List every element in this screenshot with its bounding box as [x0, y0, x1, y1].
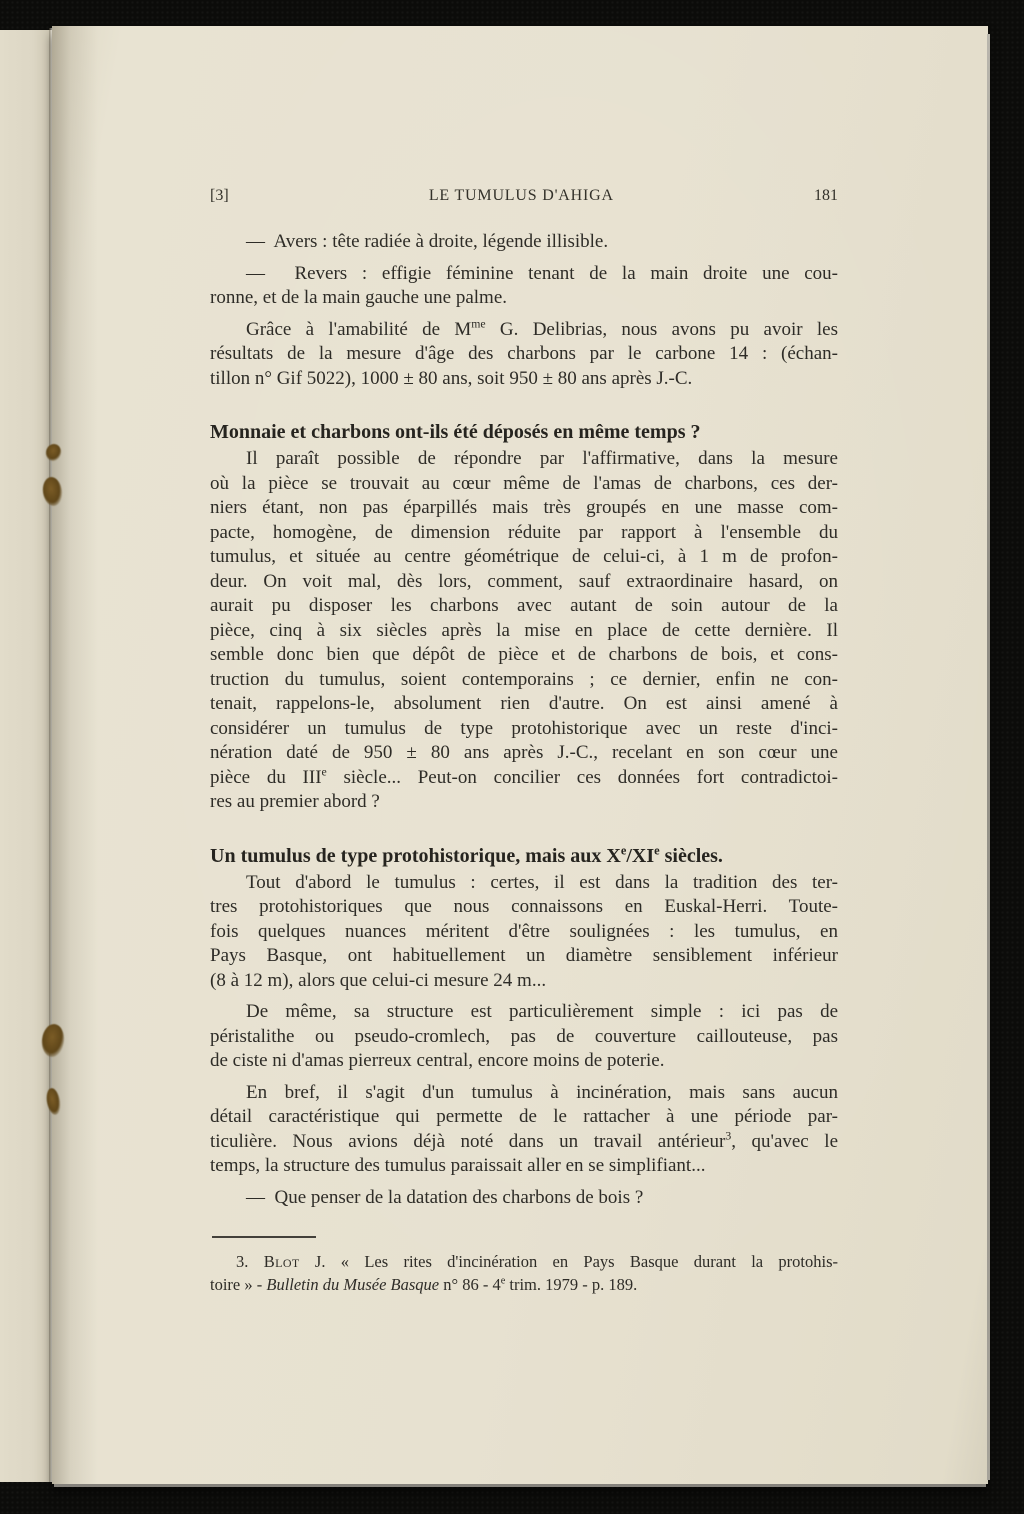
- text-line: De même, sa structure est particulièrement simple : ici pas de: [246, 1001, 838, 1022]
- text-line: 3. Blot J. « Les rites d'incinération en Pays Basque durant la protohis-: [236, 1252, 839, 1271]
- text-line: considérer un tumulus de type protohistorique avec un reste d'inci-: [210, 717, 838, 739]
- text-line: fois quelques nuances méritent d'être soulignées : les tumulus, en: [210, 920, 838, 942]
- text-line: tres protohistoriques que nous connaissons en Euskal-Herri. Toute-: [210, 896, 838, 917]
- text-line: — Revers : effigie féminine tenant de la main droite une cou-: [246, 262, 838, 284]
- paragraph: [210, 871, 838, 994]
- text-line: niers étant, non pas éparpillés mais très groupés en une masse com-: [210, 497, 838, 518]
- text-line: pacte, homogène, de dimension réduite par rapport à l'ensemble du: [210, 521, 838, 543]
- running-title: LE TUMULUS D'AHIGA: [428, 187, 614, 204]
- paragraph: [210, 318, 838, 392]
- text-line: de ciste ni d'amas pierreux central, encore moins de poterie.: [210, 1050, 665, 1071]
- text-line: res au premier abord ?: [210, 791, 380, 812]
- paragraph: [210, 1000, 838, 1074]
- text-line: — Avers : tête radiée à droite, légende illisible.: [246, 231, 609, 252]
- text-line: Un tumulus de type protohistorique, mais aux Xe/XIe siècles.: [210, 842, 723, 867]
- text-line: En bref, il s'agit d'un tumulus à incinération, mais sans aucun: [246, 1081, 838, 1103]
- section-heading: [210, 419, 838, 445]
- text-line: péristalithe ou pseudo-cromlech, pas de couverture caillouteuse, pas: [210, 1025, 838, 1047]
- page-number: 181: [813, 187, 838, 204]
- text-line: tillon n° Gif 5022), 1000 ± 80 ans, soit 950 ± 80 ans après J.-C.: [210, 367, 693, 389]
- text-line: — Que penser de la datation des charbons de bois ?: [246, 1186, 644, 1208]
- text-line: Il paraît possible de répondre par l'affirmative, dans la mesure: [246, 448, 838, 469]
- text-column-blocks: [210, 230, 838, 1296]
- text-line: toire » - Bulletin du Musée Basque n° 86 - 4e trim. 1979 - p. 189.: [210, 1275, 638, 1294]
- paragraph: [210, 262, 838, 311]
- text-line: (8 à 12 m), alors que celui-ci mesure 24 m...: [210, 969, 547, 991]
- text-line: Pays Basque, ont habituellement un diamètre sensiblement inférieur: [210, 945, 838, 966]
- text-line: Tout d'abord le tumulus : certes, il est dans la tradition des ter-: [246, 871, 838, 893]
- text-line: ticulière. Nous avions déjà noté dans un travail antérieur$^3$, qu'avec le: [210, 1129, 838, 1152]
- text-line: tumulus, et située au centre géométrique de celui-ci, à 1 m de profon-: [210, 546, 838, 567]
- text-line: Grâce à l'amabilité de $M^{me}$ G. Delibrias, nous avons pu avoir les: [246, 317, 838, 340]
- text-line: truction du tumulus, soient contemporains ; ce dernier, enfin ne con-: [210, 668, 838, 690]
- paragraph: [210, 447, 838, 815]
- text-line: pièce du IIIe siècle... Peut-on concilier ces données fort contradictoi-: [210, 765, 838, 788]
- text-line: résultats de la mesure d'âge des charbons par le carbone 14 : (échan-: [210, 343, 838, 364]
- text-column: [210, 186, 838, 1296]
- text-line: nération daté de 950 ± 80 ans après J.-C., recelant en son cœur une: [210, 742, 838, 763]
- text-line: temps, la structure des tumulus paraissait aller en se simplifiant...: [210, 1155, 706, 1176]
- footnote: [210, 1250, 838, 1296]
- text-line: aurait pu disposer les charbons avec autant de soin autour de la: [210, 595, 838, 616]
- text-line: détail caractéristique qui permette de le rattacher à une période par-: [210, 1106, 838, 1127]
- text-line: deur. On voit mal, dès lors, comment, sauf extraordinaire hasard, on: [210, 570, 838, 592]
- gutter-shadow: [52, 26, 98, 1484]
- text-line: tenait, rappelons-le, absolument rien d'autre. On est ainsi amené à: [210, 693, 838, 714]
- text-line: semble donc bien que dépôt de pièce et de charbons de bois, et cons-: [210, 644, 838, 665]
- section-marker: [3]: [210, 187, 229, 204]
- text-line: où la pièce se trouvait au cœur même de l'amas de charbons, ces der-: [210, 472, 838, 494]
- paragraph: [210, 1186, 838, 1211]
- footnote-separator: [212, 1236, 316, 1238]
- paragraph: [210, 1081, 838, 1179]
- page-header: [210, 186, 838, 206]
- paragraph: [210, 230, 838, 255]
- book-page: [52, 26, 988, 1484]
- text-line: ronne, et de la main gauche une palme.: [210, 287, 508, 308]
- text-line: Monnaie et charbons ont-ils été déposés en même temps ?: [210, 421, 701, 443]
- text-line: pièce, cinq à six siècles après la mise en place de cette dernière. Il: [210, 619, 838, 641]
- section-heading: [210, 843, 838, 869]
